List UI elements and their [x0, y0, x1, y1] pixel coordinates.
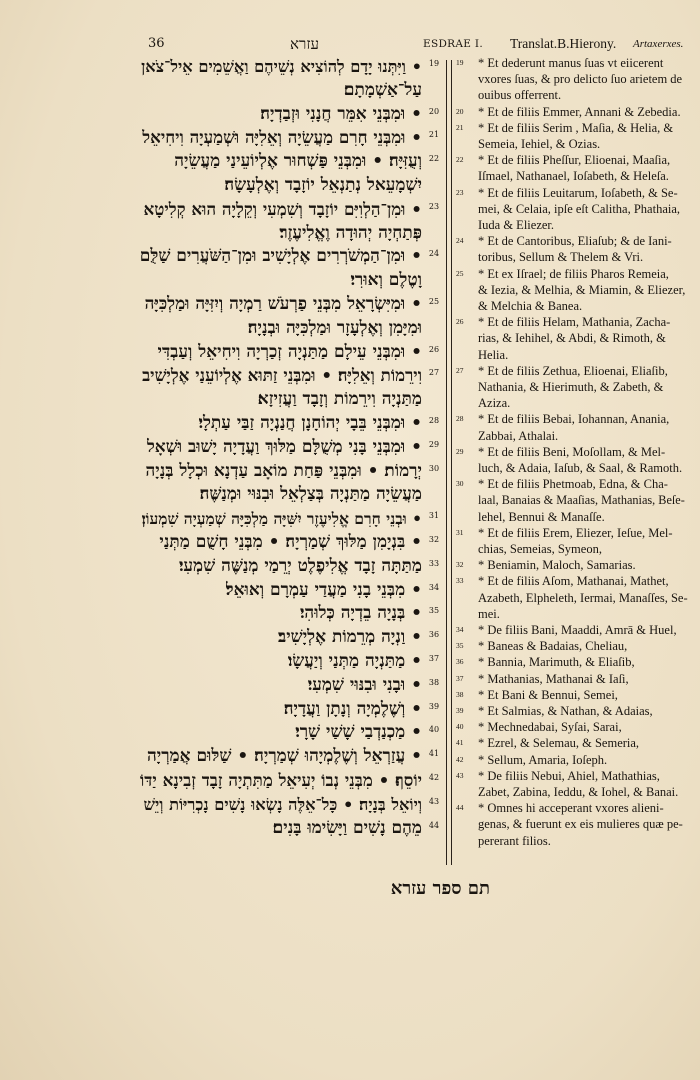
latin-line — [456, 736, 688, 750]
hebrew-line: • וּמִבְּנֵי אִמֵּר חֲנָנִי וּזְבַדְיָה׃ — [260, 103, 422, 124]
verse-number: 35 — [456, 641, 464, 651]
book-title: ESDRAE I. — [423, 38, 483, 50]
verse-number: 31 — [428, 511, 440, 521]
hebrew-line: • וּבְנֵי חָרִם אֱלִיעֶזֶר יִשִּׁיָּה מַלְכִּיָּה שְׁמַעְיָה שִׁמְעוֹן׃ — [141, 509, 422, 529]
latin-line — [456, 396, 688, 410]
latin-line — [456, 250, 688, 264]
hebrew-line: וִירֵמוֹת וְאֵלִיָּה׃ • וּמִבְּנֵי זַתּוּא אֶלְיוֹעֵנַי אֶלְיָשִׁיב — [142, 365, 422, 386]
latin-line — [456, 623, 688, 637]
verse-number: 34 — [428, 582, 440, 592]
latin-line-text: * Et de filiis Helam, Mathania, Zacha- — [478, 315, 671, 330]
running-italic-title: Artaxerxes. — [633, 38, 684, 50]
hebrew-line: וְיוֹאֵל בְּנָיָה׃ • כָּל־אֵלֶּה נָשְׂאוּ נָשִׁים נָכְרִיּוֹת וְיֵשׁ — [143, 794, 422, 814]
hebrew-line: פְּתַחְיָה יְהוּדָה וֶאֱלִיעֶזֶר׃ — [279, 222, 422, 243]
latin-line — [456, 105, 688, 119]
latin-line-text: Iſmael, Nathanael, Ioſabeth, & Heleſa. — [478, 169, 669, 184]
hebrew-line: וְעֻזִּיָּה׃ • וּמִבְּנֵי פַּשְׁחוּר אֶלְיוֹעֵינַי מַעֲשֵׂיָה — [174, 151, 422, 172]
latin-line-text: Iuda & Eliezer. — [478, 218, 555, 232]
verse-number: 26 — [456, 317, 464, 327]
latin-line-text: * De filiis Nebui, Ahiel, Mathathias, — [478, 768, 660, 783]
latin-line-text: Helia. — [478, 347, 509, 362]
hebrew-line: • וַיִּתְּנוּ יָדָם לְהוֹצִיא נְשֵׁיהֶם וַאֲשֵׁמִים אֵיל־צֹאן — [141, 57, 422, 76]
hebrew-line: יְרָמוֹת׃ • וּמִבְּנֵי פַּחַת מוֹאָב עַדְנָא וּכְלָל בְּנָיָה — [145, 460, 422, 481]
verse-number: 35 — [428, 606, 440, 616]
latin-line — [456, 445, 688, 459]
latin-line — [456, 704, 688, 718]
latin-line — [456, 526, 688, 540]
verse-number: 42 — [428, 773, 440, 782]
verse-number: 22 — [456, 155, 464, 165]
latin-line — [456, 202, 688, 216]
latin-line — [456, 591, 688, 605]
latin-line-text: * Et de filiis Serim , Maſia, & Helia, & — [478, 120, 674, 135]
latin-line — [456, 348, 688, 362]
latin-line-text: mei, & Celaia, ipſe eſt Calitha, Phathaia, — [478, 201, 681, 216]
hebrew-line: מֵהֶם נָשִׁים וַיָּשִׂימוּ בָּנִים׃ — [272, 817, 422, 838]
latin-line — [456, 380, 688, 394]
latin-line-text: * Bannia, Marimuth, & Eliaſib, — [478, 655, 635, 670]
hebrew-line: מַתַּתָּה זָבָד אֱלִיפֶלֶט יְרֵמַי מְנַשֶּׁה שִׁמְעִי׃ — [178, 555, 422, 576]
hebrew-line: • וּמִיִּשְׂרָאֵל מִבְּנֵי פַרְעֹשׁ רַמְיָה וְיִזִּיָּה וּמַלְכִּיָּה — [144, 294, 422, 314]
latin-line — [456, 137, 688, 151]
latin-line — [456, 720, 688, 734]
hebrew-line: • מִבְּנֵי בָנִי מַעֲדַי עַמְרָם וְאוּאֵל׃ — [225, 579, 422, 600]
latin-line — [456, 753, 688, 767]
verse-number: 44 — [456, 803, 464, 813]
latin-line-text: * Ezrel, & Selemau, & Semeria, — [478, 736, 640, 751]
verse-number: 33 — [456, 576, 464, 586]
latin-line — [456, 72, 688, 86]
hebrew-line: • וּמִבְּנֵי עֵילָם מַתַּנְיָה זְכַרְיָה וִיחִיאֵל וְעַבְדִּי — [157, 341, 422, 362]
verse-number: 23 — [428, 201, 440, 211]
latin-line-text: rias, & Iehihel, & Abdi, & Rimoth, & — [478, 331, 666, 346]
verse-number: 29 — [456, 446, 464, 456]
verse-number: 40 — [428, 725, 440, 735]
hebrew-line: יוֹסֵף׃ • מִבְּנֵי נְבוֹ יְעִיאֵל מַתִּתְיָה זָבָד זְבִינָא יַדּוֹ — [140, 770, 422, 790]
latin-line — [456, 607, 688, 621]
verse-number: 21 — [428, 130, 440, 140]
verse-number: 40 — [456, 722, 464, 732]
running-header — [0, 36, 700, 56]
verse-number: 19 — [456, 58, 464, 67]
hebrew-line: • עֲזַרְאֵל וְשֶׁלֶמְיָהוּ שְׁמַרְיָה׃ • שַׁלּוּם אֲמַרְיָה — [146, 746, 422, 767]
hebrew-line: • וּבָנִי וּבִנּוּי שִׁמְעִי׃ — [307, 674, 422, 695]
latin-line-text: lehel, Bennui & Manaſſe. — [478, 509, 605, 524]
latin-line-text: * Et Bani & Bennui, Semei, — [478, 687, 618, 702]
verse-number: 25 — [428, 297, 440, 306]
latin-line-text: genas, & fuerunt ex eis mulieres quæ pe- — [478, 817, 683, 832]
hebrew-line: עַל־אַשְׁמָתָם׃ — [343, 79, 422, 100]
latin-line-text: vxores ſuas, & pro delicto ſuo arietem de — [478, 72, 683, 87]
hebrew-line: • וּמִבְּנֵי בָּנִי מְשֻׁלָּם מַלּוּךְ וַעֲדָיָה יָשׁוּב וּשְׁאָל — [146, 436, 422, 457]
verse-number: 28 — [456, 414, 464, 424]
latin-line — [456, 542, 688, 556]
verse-number: 38 — [428, 677, 440, 687]
latin-line-text: * Et Salmias, & Nathan, & Adaias, — [478, 704, 653, 718]
verse-number: 32 — [428, 535, 440, 544]
verse-number: 25 — [456, 268, 464, 278]
latin-line-text: * Et ex Iſrael; de filiis Pharos Remeia, — [478, 266, 669, 281]
latin-line-text: * Et de filiis Zethua, Elioenai, Eliaſib, — [478, 363, 668, 378]
latin-line — [456, 315, 688, 329]
hebrew-line: • וּמִבְּנֵי בֵּבָי יְהוֹחָנָן חֲנַנְיָה זַבַּי עַתְלָי׃ — [198, 413, 422, 433]
latin-line — [456, 186, 688, 200]
hebrew-running-title: עזרא — [290, 35, 320, 53]
verse-number: 30 — [428, 463, 440, 473]
latin-line-text: Nathania, & Hierimuth, & Zabeth, & — [478, 380, 664, 394]
latin-line-text: * Sellum, Amaria, Ioſeph. — [478, 752, 608, 767]
latin-line-text: * Baneas & Badaias, Cheliau, — [478, 639, 628, 654]
latin-line — [456, 218, 688, 232]
verse-number: 21 — [456, 122, 464, 132]
latin-line-text: * Omnes hi acceperant vxores alieni- — [478, 801, 664, 816]
verse-number: 30 — [456, 479, 464, 489]
verse-number: 39 — [456, 706, 464, 715]
verse-number: 37 — [456, 673, 464, 683]
hebrew-line: • בִּנְיָמִן מַלּוּךְ שְׁמַרְיָה׃ • מִבְּנֵי חָשֻׁם מַתְּנַי — [159, 532, 422, 552]
column-divider — [446, 60, 447, 865]
latin-line-text: chias, Semeias, Symeon, — [478, 542, 602, 556]
latin-line-text: * Et de filiis Bebai, Iohannan, Anania, — [478, 412, 670, 427]
latin-line-text: * Beniamin, Maloch, Samarias. — [478, 558, 636, 573]
latin-line — [456, 88, 688, 102]
latin-line-text: laal, Banaias & Maaſias, Mathanias, Beſe- — [478, 493, 685, 508]
latin-line — [456, 769, 688, 783]
latin-line-text: * Et de Cantoribus, Eliaſub; & de Iani- — [478, 234, 672, 249]
verse-number: 31 — [456, 527, 464, 537]
latin-line-text: * Et de filiis Aſom, Mathanai, Mathet, — [478, 574, 669, 589]
verse-number: 36 — [456, 657, 464, 667]
latin-line-text: * Et dederunt manus ſuas vt eiicerent — [478, 56, 664, 70]
latin-line — [456, 558, 688, 572]
latin-line — [456, 267, 688, 281]
verse-number: 43 — [428, 796, 440, 806]
latin-line — [456, 817, 688, 831]
hebrew-line: וּמִיָּמִן וְאֶלְעָזָר וּמַלְכִּיָּה וּבְנָיָה׃ — [247, 317, 422, 338]
latin-line-text: * Et de filiis Pheſſur, Elioenai, Maaſia, — [478, 153, 671, 168]
latin-line-text: * Mechnedabai, Syſai, Sarai, — [478, 720, 622, 735]
verse-number: 23 — [456, 187, 464, 197]
latin-line — [456, 834, 688, 848]
verse-number: 38 — [456, 689, 464, 699]
latin-line-text: * Mathanias, Mathanai & Iaſi, — [478, 671, 629, 686]
latin-line-text: * Et de filiis Phetmoab, Edna, & Cha- — [478, 477, 668, 492]
latin-line — [456, 639, 688, 653]
latin-line-text: Azabeth, Elpheleth, Iermai, Manaſſes, Se- — [478, 590, 688, 605]
verse-number: 26 — [428, 344, 440, 354]
latin-line-text: & Iezia, & Melhia, & Miamin, & Eliezer, — [478, 282, 686, 297]
latin-line — [456, 688, 688, 702]
verse-number: 27 — [456, 365, 464, 375]
latin-line-text: Aziza. — [478, 396, 511, 411]
latin-line-text: * De filiis Bani, Maaddi, Amrā & Huel, — [478, 623, 677, 637]
hebrew-line: • וּמִבְּנֵי חָרִם מַעֲשֵׂיָה וְאֵלִיָּה וּשְׁמַעְיָה וִיחִיאֵל — [142, 127, 422, 148]
latin-line — [456, 461, 688, 475]
latin-line-text: luch, & Adaia, Iaſub, & Saal, & Ramoth. — [478, 461, 683, 475]
latin-line-text: Zabbai, Athalai. — [478, 428, 559, 443]
latin-line — [456, 655, 688, 669]
verse-number: 28 — [428, 416, 440, 425]
verse-number: 22 — [428, 154, 440, 164]
verse-number: 27 — [428, 368, 440, 378]
verse-number: 39 — [428, 701, 440, 711]
latin-line-text: mei. — [478, 606, 500, 621]
verse-number: 41 — [456, 738, 464, 748]
latin-line — [456, 56, 688, 70]
hebrew-line: יִשְׁמָעֵאל נְתַנְאֵל יוֹזָבָד וְאֶלְעָשָׂה׃ — [224, 175, 422, 195]
latin-line — [456, 510, 688, 524]
verse-number: 24 — [456, 236, 464, 246]
hebrew-line: • וַנְיָה מְרֵמוֹת אֶלְיָשִׁיב׃ — [278, 627, 422, 648]
latin-line-text: toribus, Sellum & Thelem & Vri. — [478, 250, 644, 265]
latin-line-text: ouibus offerrent. — [478, 88, 562, 103]
verse-number: 44 — [428, 820, 440, 830]
verse-number: 20 — [456, 106, 464, 116]
hebrew-line: • וּמִן־הַלְוִיִּם יוֹזָבָד וְשִׁמְעִי וְקֵלָיָה הוּא קְלִיטָא — [143, 198, 422, 219]
verse-number: 33 — [428, 558, 440, 568]
latin-line — [456, 785, 688, 799]
latin-line-text: Zabet, Zabina, Ieddu, & Iohel, & Banai. — [478, 785, 679, 799]
verse-number: 36 — [428, 630, 440, 640]
hebrew-line: מַתַּנְיָה וִירֵמוֹת וְזָבָד וַעֲזִיזָא׃ — [257, 389, 422, 410]
latin-line-text: * Et de filiis Emmer, Annani & Zebedia. — [478, 104, 681, 119]
latin-line — [456, 672, 688, 686]
hebrew-line: • מַתַּנְיָה מַתְּנַי וְיַעֲשָׂו׃ — [287, 651, 422, 671]
hebrew-line: • וּמִן־הַמְשֹׁרְרִים אֶלְיָשִׁיב וּמִן־הַשֹּׁעֲרִים שַׁלֻּם — [139, 246, 422, 267]
latin-line — [456, 364, 688, 378]
latin-line — [456, 121, 688, 135]
page-number: 36 — [148, 36, 165, 51]
column-divider — [451, 60, 452, 865]
verse-number: 37 — [428, 654, 440, 663]
latin-line — [456, 493, 688, 507]
hebrew-line: וָטֶלֶם וְאוּרִי׃ — [350, 270, 422, 291]
verse-number: 41 — [428, 749, 440, 759]
verse-number: 43 — [456, 770, 464, 780]
latin-line — [456, 299, 688, 313]
latin-line — [456, 429, 688, 443]
latin-line-text: * Et de filiis Beni, Moſollam, & Mel- — [478, 444, 666, 459]
verse-number: 24 — [428, 249, 440, 259]
latin-line — [456, 574, 688, 588]
latin-line-text: * Et de filiis Leuitarum, Ioſabeth, & Se- — [478, 185, 678, 200]
verse-number: 29 — [428, 439, 440, 449]
latin-line — [456, 412, 688, 426]
latin-line-text: pererant filios. — [478, 833, 551, 848]
latin-line-text: * Et de filiis Erem, Eliezer, Ieſue, Mel- — [478, 525, 673, 540]
verse-number: 34 — [456, 625, 464, 634]
colophon: תם ספר עזרא — [390, 878, 490, 899]
verse-number: 20 — [428, 106, 440, 116]
hebrew-line: מַעֲשֵׂיָה מַתַּנְיָה בְּצַלְאֵל וּבִנּוּי וּמְנַשֶּׁה׃ — [199, 484, 422, 505]
hebrew-line: • מַכְנַדְבַי שָׁשַׁי שָׁרָי׃ — [295, 722, 422, 743]
latin-line — [456, 283, 688, 297]
latin-line — [456, 331, 688, 345]
verse-number: 19 — [428, 59, 440, 68]
latin-line — [456, 234, 688, 248]
latin-line-text: Semeia, Iehiel, & Ozias. — [478, 137, 601, 151]
verse-number: 42 — [456, 754, 464, 764]
latin-line — [456, 477, 688, 491]
verse-number: 32 — [456, 560, 464, 570]
hebrew-line: • וְשֶׁלֶמְיָה וְנָתָן וַעֲדָיָה׃ — [283, 698, 422, 719]
latin-line — [456, 153, 688, 167]
latin-line-text: & Melchia & Banea. — [478, 299, 583, 313]
latin-running-title: Translat.B.Hierony. — [510, 36, 617, 51]
latin-line — [456, 169, 688, 183]
latin-line — [456, 801, 688, 815]
hebrew-line: • בְּנָיָה בֵדְיָה כְּלוּהִי׃ — [299, 603, 422, 624]
